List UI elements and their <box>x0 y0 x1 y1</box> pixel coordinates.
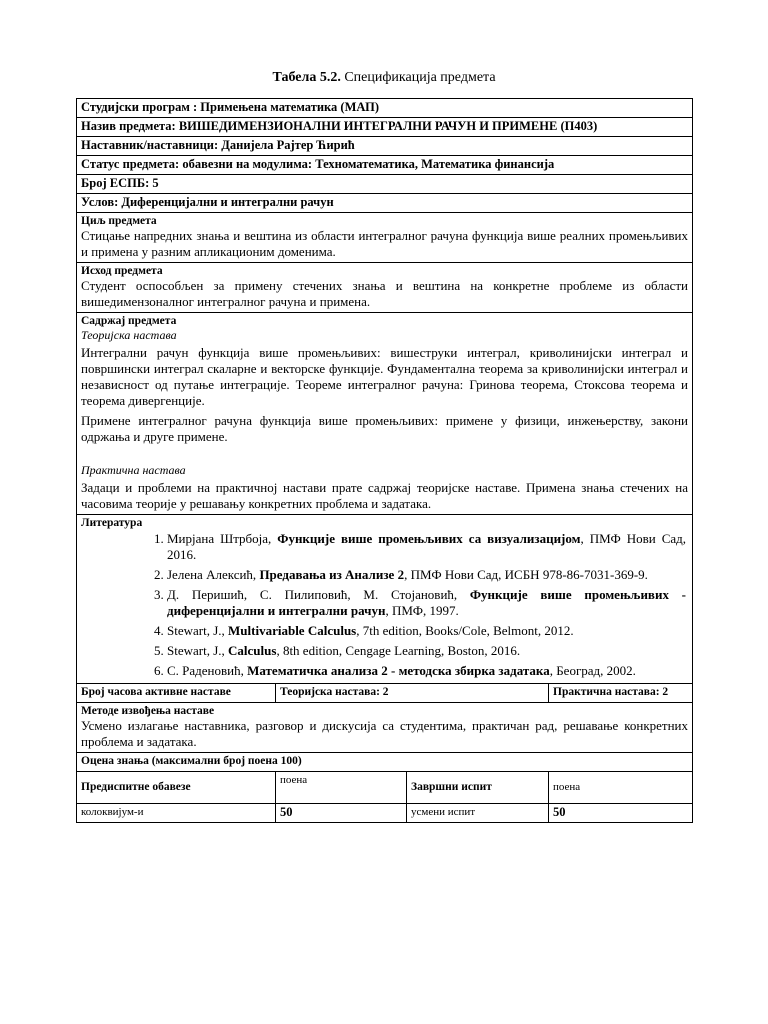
pre-exam-item-points: 50 <box>276 804 407 823</box>
grading-label: Оцена знања (максимални број поена 100) <box>77 753 693 772</box>
row-grading-values <box>77 804 693 823</box>
literature-item: 5. Stewart, J., Calculus, 8th edition, Cengage Learning, Boston, 2016. <box>167 643 688 659</box>
methods-label: Методе извођења наставе <box>81 705 215 717</box>
outcome-cell <box>77 263 693 313</box>
row-teacher <box>77 137 693 156</box>
study-program: Студијски програм : Примењена математика (МАП) <box>77 99 693 118</box>
goal-cell <box>77 213 693 263</box>
table-caption <box>0 69 768 87</box>
final-exam-item-points: 50 <box>549 804 693 823</box>
pre-exam-points-label: поена <box>276 772 407 804</box>
literature-label: Литература <box>81 517 143 529</box>
final-exam-points-label: поена <box>549 772 693 804</box>
goal-text: Стицање напредних знања и вештина из области интегралног рачуна функција више реалних промењљивих и примена у разним апликационим доменима. <box>81 228 688 259</box>
literature-cell <box>77 515 693 684</box>
literature-list <box>81 531 688 679</box>
course-name: Назив предмета: ВИШЕДИМЕНЗИОНАЛНИ ИНТЕГРАЛНИ РАЧУН И ПРИМЕНЕ (П403) <box>77 118 693 137</box>
row-hours <box>77 684 693 703</box>
goal-label: Циљ предмета <box>81 215 157 227</box>
row-literature <box>77 515 693 684</box>
practice-text: Задаци и проблеми на практичној настави прате садржај теоријске наставе. Примена знања стечених на часовима теорије у решавању конкретних проблема и задатака. <box>81 480 688 511</box>
methods-text: Усмено излагање наставника, разговор и дискусија са студентима, практичан рад, решавање конкретних проблема и задатака. <box>81 718 688 749</box>
final-exam-label: Завршни испит <box>407 772 549 804</box>
outcome-label: Исход предмета <box>81 265 163 277</box>
content-cell <box>77 313 693 515</box>
row-program <box>77 99 693 118</box>
course-specification-table <box>76 98 693 823</box>
row-ects <box>77 175 693 194</box>
row-status <box>77 156 693 175</box>
row-grading-title <box>77 753 693 772</box>
pre-exam-label: Предиспитне обавезе <box>77 772 276 804</box>
teachers: Наставник/наставници: Данијела Рајтер Ћирић <box>77 137 693 156</box>
row-methods <box>77 703 693 753</box>
pre-exam-item: колоквијум-и <box>77 804 276 823</box>
row-content <box>77 313 693 515</box>
row-grading-header <box>77 772 693 804</box>
outcome-text: Студент оспособљен за примену стечених знања и вештина на конкретне проблеме из области вишедимензоналног интегралног рачуна и примена. <box>81 278 688 309</box>
theory-paragraph-2: Примене интегралног рачуна функција више промењљивих: примене у физици, инжењерству, закони одржања и друге примене. <box>81 413 688 444</box>
final-exam-item: усмени испит <box>407 804 549 823</box>
ects-credits: Број ЕСПБ: 5 <box>77 175 693 194</box>
row-outcome <box>77 263 693 313</box>
row-prereq <box>77 194 693 213</box>
caption-label: Табела 5.2. <box>272 70 341 85</box>
practice-label: Практична настава <box>81 463 186 477</box>
hours-label: Број часова активне наставе <box>77 684 276 703</box>
hours-theory: Теоријска настава: 2 <box>276 684 549 703</box>
prerequisite: Услов: Диференцијални и интегрални рачун <box>77 194 693 213</box>
literature-item: 4. Stewart, J., Multivariable Calculus, 7th edition, Books/Cole, Belmont, 2012. <box>167 623 688 639</box>
theory-paragraph-1: Интегрални рачун функција више промењљивих: вишеструки интеграл, криволинијски интеграл и површински интеграл скаларне и векторске функције. Фундаментална теорема за криволинијски интеграл и независност од путање интеграције. Теореме интегралног рачуна: Гринова теорема, Стоксова теорема и теорема дивергенције. <box>81 345 688 408</box>
literature-item: 3. Д. Перишић, С. Пилиповић, М. Стојановић, Функције више промењљивих - диференцијални и интегрални рачун, ПМФ, 1997. <box>167 587 688 619</box>
literature-item: 6. С. Раденовић, Математичка анализа 2 - методска збирка задатака, Београд, 2002. <box>167 663 688 679</box>
content-label: Садржај предмета <box>81 315 177 327</box>
row-goal <box>77 213 693 263</box>
hours-practice: Практична настава: 2 <box>549 684 693 703</box>
methods-cell <box>77 703 693 753</box>
caption-text: Спецификација предмета <box>340 70 496 85</box>
literature-item: 1. Мирјана Штрбоја, Функције више промењљивих са визуализацијом, ПМФ Нови Сад, 2016. <box>167 531 688 563</box>
theory-label: Теоријска настава <box>81 328 177 342</box>
literature-item: 2. Јелена Алексић, Предавања из Анализе 2, ПМФ Нови Сад, ИСБН 978-86-7031-369-9. <box>167 567 688 583</box>
course-status: Статус предмета: обавезни на модулима: Техноматематика, Математика финансија <box>77 156 693 175</box>
row-course <box>77 118 693 137</box>
